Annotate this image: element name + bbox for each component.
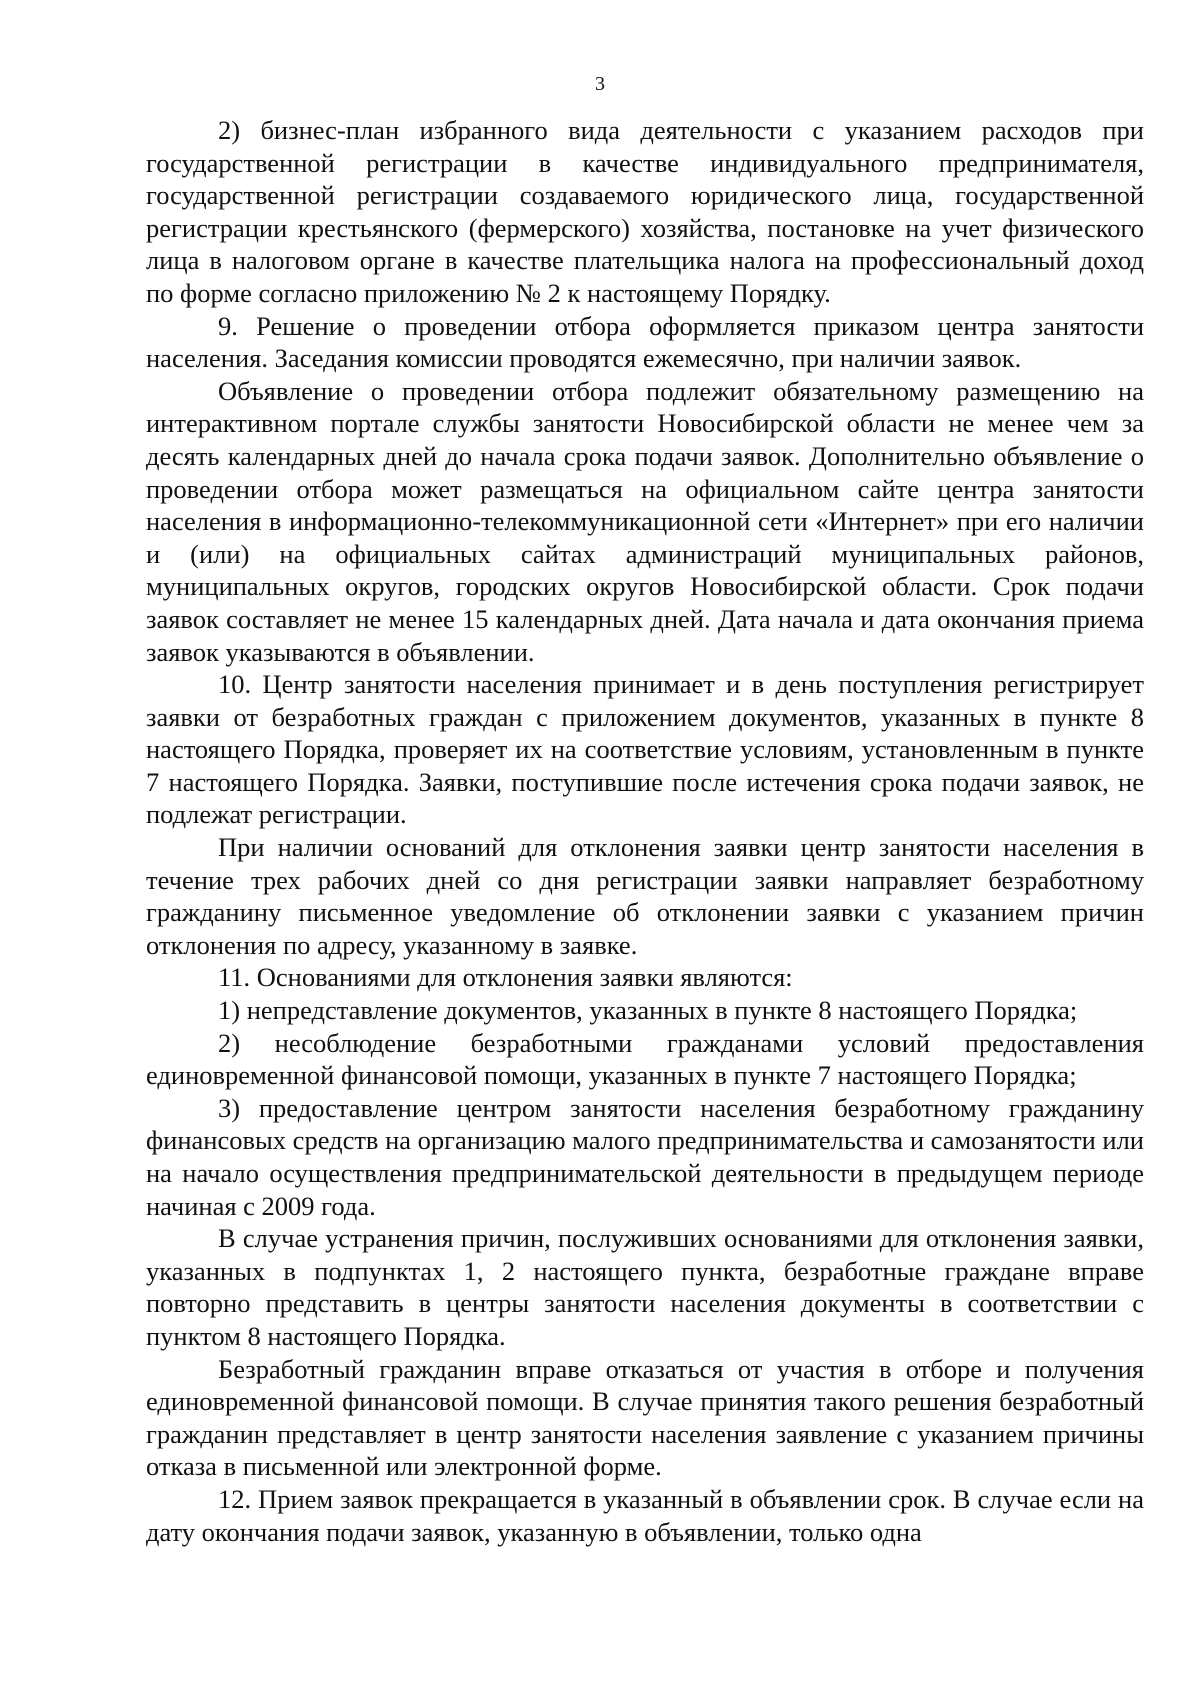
paragraph-resubmission: В случае устранения причин, послуживших основаниями для отклонения заявки, указанных в подпунктах 1, 2 настоящего пункта, безработные граждане вправе повторно представить в центры занятости населения документы в соответствии с пунктом 8 настоящего Порядка. (146, 1223, 1144, 1351)
paragraph-item-12: 12. Прием заявок прекращается в указанный в объявлении срок. В случае если на дату окончания подачи заявок, указанную в объявлении, только одна (146, 1483, 1144, 1547)
page-number: 3 (595, 73, 605, 95)
paragraph-ground-2: 2) несоблюдение безработными гражданами условий предоставления единовременной финансовой помощи, указанных в пункте 7 настоящего Порядка; (146, 1027, 1144, 1091)
paragraph-announcement: Объявление о проведении отбора подлежит обязательному размещению на интерактивном портале службы занятости Новосибирской области не менее чем за десять календарных дней до начала срока подачи заявок. Дополнительно объявление о проведении отбора может размещаться на официальном сайте центра занятости населения в информационно-телекоммуникационной сети «Интернет» при его наличии и (или) на официальных сайтах администраций муниципальных районов, муниципальных округов, городских округов Новосибирской области. Срок подачи заявок составляет не менее 15 календарных дней. Дата начала и дата окончания приема заявок указываются в объявлении. (146, 375, 1144, 667)
paragraph-withdrawal: Безработный гражданин вправе отказаться от участия в отборе и получения единовременной финансовой помощи. В случае принятия такого решения безработный гражданин представляет в центр занятости населения заявление с указанием причины отказа в письменной или электронной форме. (146, 1353, 1144, 1482)
paragraph-item-11: 11. Основаниями для отклонения заявки являются: (218, 962, 793, 993)
paragraph-item-10: 10. Центр занятости населения принимает и в день поступления регистрирует заявки от безработных граждан с приложением документов, указанных в пункте 8 настоящего Порядка, проверяет их на соответствие условиям, установленным в пункте 7 настоящего Порядка. Заявки, поступившие после истечения срока подачи заявок, не подлежат регистрации. (146, 669, 1144, 830)
paragraph-ground-1: 1) непредставление документов, указанных в пункте 8 настоящего Порядка; (218, 995, 1078, 1026)
paragraph-rejection-notice: При наличии оснований для отклонения заявки центр занятости населения в течение трех рабочих дней со дня регистрации заявки направляет безработному гражданину письменное уведомление об отклонении заявки с указанием причин отклонения по адресу, указанному в заявке. (146, 832, 1144, 960)
paragraph-ground-3: 3) предоставление центром занятости населения безработному гражданину финансовых средств на организацию малого предпринимательства и самозанятости или на начало осуществления предпринимательской деятельности в предыдущем периоде начиная с 2009 года. (146, 1092, 1144, 1221)
paragraph-business-plan: 2) бизнес-план избранного вида деятельности с указанием расходов при государственной регистрации в качестве индивидуального предпринимателя, государственной регистрации создаваемого юридического лица, государственной регистрации крестьянского (фермерского) хозяйства, постановке на учет физического лица в налоговом органе в качестве плательщика налога на профессиональный доход по форме согласно приложению № 2 к настоящему Порядку. (146, 115, 1144, 308)
paragraph-item-9: 9. Решение о проведении отбора оформляется приказом центра занятости населения. Заседания комиссии проводятся ежемесячно, при наличии заявок. (146, 310, 1144, 374)
document-body (146, 114, 1144, 1548)
